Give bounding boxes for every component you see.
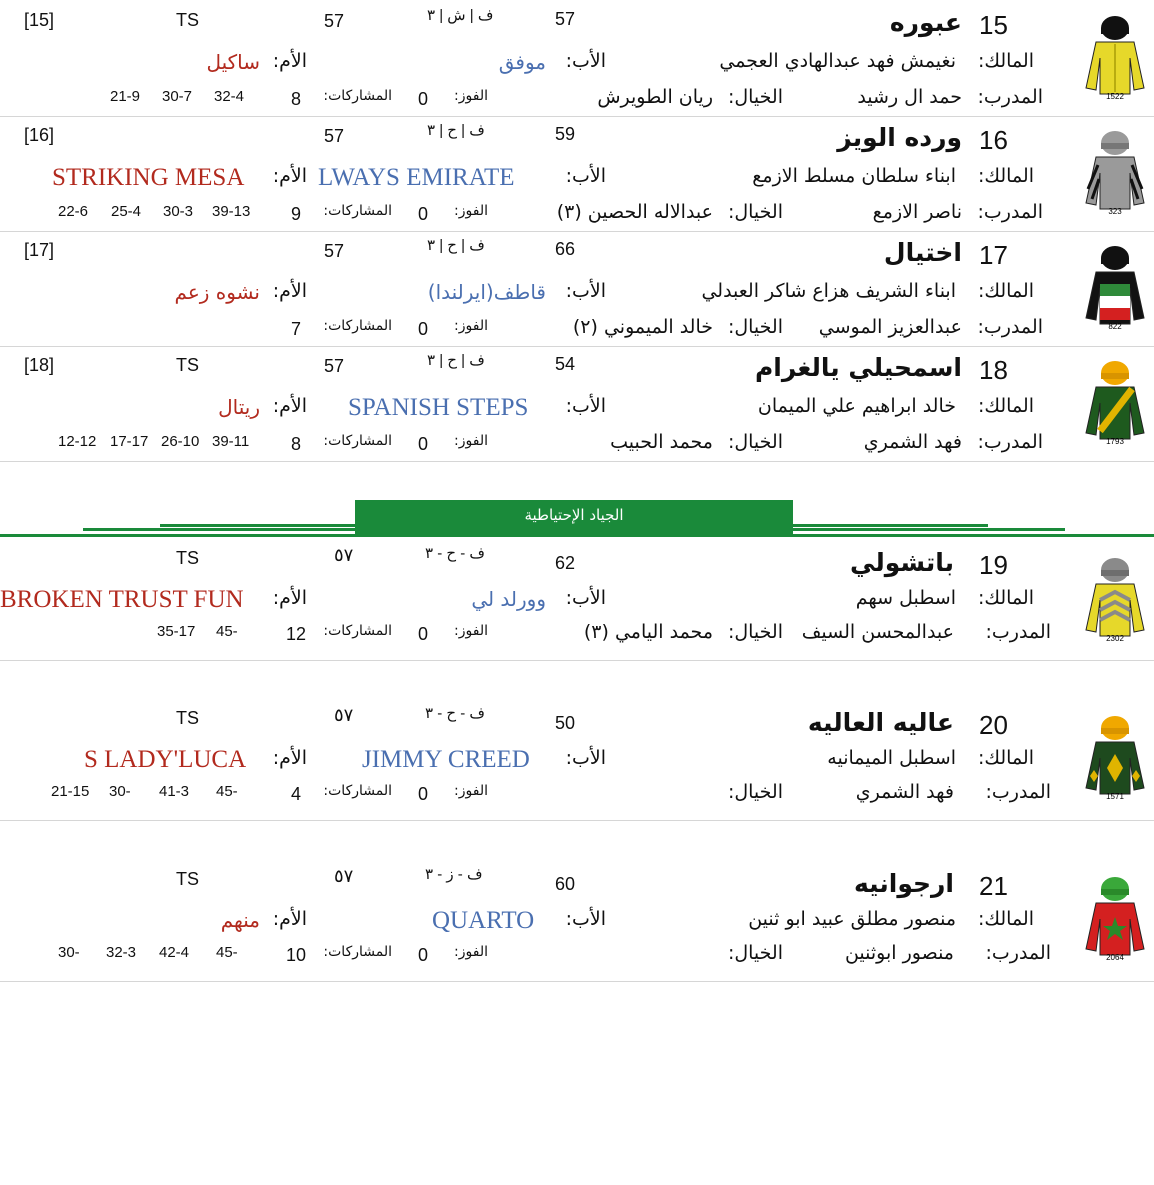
sire-name: موفق <box>498 50 546 74</box>
race-class: ف - ح - ٣ <box>425 545 485 562</box>
jockey-label: الخيال: <box>727 942 783 964</box>
wins-count: 0 <box>418 624 429 644</box>
jockey-silks-icon <box>1082 556 1148 642</box>
horse-name: اختيال <box>883 238 962 267</box>
weight: 57 <box>324 126 345 146</box>
row-divider <box>0 660 1154 661</box>
race-class: ف | ح | ٣ <box>427 352 485 369</box>
sire-label: الأب: <box>565 395 606 417</box>
weight: 57 <box>324 356 345 376</box>
form-item: 45- <box>216 783 238 800</box>
jockey-label: الخيال: <box>727 781 783 803</box>
starts-count: 12 <box>286 624 307 644</box>
ts-flag: TS <box>176 548 200 568</box>
dam-name: ساكيل <box>206 50 260 74</box>
form-item: 30-7 <box>162 88 193 105</box>
draw: [16] <box>24 125 55 145</box>
trainer-label: المدرب: <box>985 621 1051 643</box>
race-class: ف - ح - ٣ <box>425 705 485 722</box>
ts-flag: TS <box>176 708 200 728</box>
row-divider <box>0 981 1154 982</box>
jockey-label: الخيال: <box>727 316 783 338</box>
trainer-name: فهد الشمري <box>863 431 962 453</box>
sire-label: الأب: <box>565 747 606 769</box>
jockey-silks-icon <box>1082 244 1148 330</box>
rating: 66 <box>555 239 576 259</box>
row-divider <box>0 116 1154 117</box>
rating: 50 <box>555 713 576 733</box>
starts-count: 8 <box>291 434 302 454</box>
dam-name: STRIKING MESA <box>52 164 245 191</box>
race-class: ف | ش | ٣ <box>427 7 494 24</box>
owner-name: خالد ابراهيم علي الميمان <box>757 395 956 417</box>
form-item: 21-9 <box>110 88 141 105</box>
horse-name: اسمحيلي يالغرام <box>754 353 962 382</box>
svg-text:2302: 2302 <box>1106 634 1124 642</box>
sire-name: قاطف(ايرلندا) <box>427 280 546 304</box>
owner-name: نغيمش فهد عبدالهادي العجمي <box>719 50 956 72</box>
row-divider <box>0 461 1154 462</box>
form-item: 30- <box>109 783 131 800</box>
owner-label: المالك: <box>977 165 1034 187</box>
wins-label: الفوز: <box>454 623 488 639</box>
trainer-label: المدرب: <box>977 86 1043 108</box>
owner-name: ابناء الشريف هزاع شاكر العبدلي <box>701 280 956 302</box>
jockey-label: الخيال: <box>727 431 783 453</box>
sire-name: QUARTO <box>432 907 535 934</box>
dam-name: ريتال <box>218 395 260 419</box>
rating: 57 <box>555 9 576 29</box>
wins-count: 0 <box>418 434 429 454</box>
jockey-name: خالد الميموني (٢) <box>572 316 713 338</box>
dam-label: الأم: <box>272 280 307 302</box>
starts-count: 7 <box>291 319 302 339</box>
dam-label: الأم: <box>272 395 307 417</box>
form-item: 30- <box>58 944 80 961</box>
wins-label: الفوز: <box>454 203 488 219</box>
wins-label: الفوز: <box>454 88 488 104</box>
trainer-name: فهد الشمري <box>855 781 954 803</box>
jockey-name: محمد اليامي (٣) <box>583 621 713 643</box>
form-item: 35-17 <box>157 623 196 640</box>
weight: ٥٧ <box>334 866 354 886</box>
wins-label: الفوز: <box>454 783 488 799</box>
starts-label: المشاركات: <box>323 623 392 639</box>
ts-flag: TS <box>176 869 200 889</box>
horse-number: 15 <box>979 10 1008 40</box>
starts-count: 10 <box>286 945 307 965</box>
starts-label: المشاركات: <box>323 433 392 449</box>
form-item: 32-3 <box>106 944 137 961</box>
horse-number: 21 <box>979 871 1008 901</box>
jockey-name: عبدالاله الحصين (٣) <box>556 201 713 223</box>
horse-number: 16 <box>979 125 1008 155</box>
jockey-silks-icon <box>1082 14 1148 100</box>
dam-name: نشوه زعم <box>174 280 260 304</box>
form-item: 32-4 <box>214 88 245 105</box>
sire-label: الأب: <box>565 908 606 930</box>
weight: ٥٧ <box>334 705 354 725</box>
svg-text:822: 822 <box>1108 322 1122 330</box>
starts-count: 8 <box>291 89 302 109</box>
form-item: 26-10 <box>161 433 200 450</box>
ts-flag: TS <box>176 355 200 375</box>
wins-count: 0 <box>418 784 429 804</box>
race-class: ف - ز - ٣ <box>425 866 483 883</box>
jockey-label: الخيال: <box>727 86 783 108</box>
owner-label: المالك: <box>977 587 1034 609</box>
form-item: 30-3 <box>163 203 194 220</box>
trainer-name: منصور ابوثنين <box>844 942 954 964</box>
dam-name: BROKEN TRUST FUN <box>0 586 244 613</box>
form-item: 22-6 <box>58 203 89 220</box>
sire-name: JIMMY CREED <box>362 746 530 773</box>
jockey-label: الخيال: <box>727 201 783 223</box>
trainer-name: حمد ال رشيد <box>857 86 962 108</box>
horse-name: ورده الويز <box>837 123 962 152</box>
owner-label: المالك: <box>977 50 1034 72</box>
draw: [18] <box>24 355 55 375</box>
starts-label: المشاركات: <box>323 203 392 219</box>
svg-text:2064: 2064 <box>1106 953 1124 961</box>
ts-flag: TS <box>176 10 200 30</box>
form-item: 41-3 <box>159 783 190 800</box>
trainer-label: المدرب: <box>977 316 1043 338</box>
owner-label: المالك: <box>977 280 1034 302</box>
trainer-label: المدرب: <box>977 431 1043 453</box>
jockey-name: ريان الطويرش <box>597 86 713 108</box>
wins-count: 0 <box>418 89 429 109</box>
dam-label: الأم: <box>272 50 307 72</box>
jockey-silks-icon <box>1082 129 1148 215</box>
form-item: 45- <box>216 623 238 640</box>
dam-label: الأم: <box>272 165 307 187</box>
sire-label: الأب: <box>565 280 606 302</box>
sire-label: الأب: <box>565 587 606 609</box>
starts-count: 9 <box>291 204 302 224</box>
owner-name: منصور مطلق عبيد ابو ثنين <box>748 908 956 930</box>
horse-number: 17 <box>979 240 1008 270</box>
svg-text:1571: 1571 <box>1106 792 1124 800</box>
jockey-silks-icon <box>1082 359 1148 445</box>
jockey-label: الخيال: <box>727 621 783 643</box>
svg-text:1793: 1793 <box>1106 437 1124 445</box>
starts-label: المشاركات: <box>323 944 392 960</box>
rating: 60 <box>555 874 576 894</box>
dam-name: منهم <box>220 908 260 932</box>
sire-label: الأب: <box>565 165 606 187</box>
jockey-silks-icon <box>1082 714 1148 800</box>
trainer-label: المدرب: <box>985 781 1051 803</box>
sire-label: الأب: <box>565 50 606 72</box>
jockey-name: محمد الحبيب <box>610 431 713 453</box>
sire-name: SPANISH STEPS <box>348 394 529 421</box>
rating: 54 <box>555 354 576 374</box>
form-item: 39-13 <box>212 203 251 220</box>
horse-name: عاليه العاليه <box>807 708 954 737</box>
trainer-name: عبدالعزيز الموسي <box>818 316 962 338</box>
owner-label: المالك: <box>977 747 1034 769</box>
row-divider <box>0 820 1154 821</box>
owner-name: اسطبل سهم <box>855 587 956 609</box>
trainer-label: المدرب: <box>985 942 1051 964</box>
dam-label: الأم: <box>272 908 307 930</box>
form-item: 39-11 <box>212 433 250 450</box>
race-class: ف | ح | ٣ <box>427 237 485 254</box>
form-item: 45- <box>216 944 238 961</box>
draw: [17] <box>24 240 55 260</box>
starts-label: المشاركات: <box>323 318 392 334</box>
horse-number: 19 <box>979 550 1008 580</box>
jockey-silks-icon <box>1082 875 1148 961</box>
draw: [15] <box>24 10 55 30</box>
weight: ٥٧ <box>334 545 354 565</box>
horse-name: ارجوانيه <box>854 869 954 898</box>
dam-label: الأم: <box>272 747 307 769</box>
wins-label: الفوز: <box>454 433 488 449</box>
dam-label: الأم: <box>272 587 307 609</box>
row-divider <box>0 346 1154 347</box>
svg-text:323: 323 <box>1108 207 1122 215</box>
wins-count: 0 <box>418 945 429 965</box>
starts-label: المشاركات: <box>323 88 392 104</box>
weight: 57 <box>324 11 345 31</box>
owner-label: المالك: <box>977 908 1034 930</box>
owner-name: ابناء سلطان مسلط الازمع <box>752 165 956 187</box>
row-divider <box>0 231 1154 232</box>
horse-number: 18 <box>979 355 1008 385</box>
weight: 57 <box>324 241 345 261</box>
svg-text:1522: 1522 <box>1106 92 1124 100</box>
rating: 59 <box>555 124 576 144</box>
wins-label: الفوز: <box>454 318 488 334</box>
owner-name: اسطبل الميمانيه <box>827 747 956 769</box>
trainer-name: عبدالمحسن السيف <box>801 621 954 643</box>
reserve-horses-heading: الجياد الإحتياطية <box>355 500 793 535</box>
owner-label: المالك: <box>977 395 1034 417</box>
race-class: ف | ح | ٣ <box>427 122 485 139</box>
form-item: 42-4 <box>159 944 190 961</box>
form-item: 12-12 <box>58 433 97 450</box>
form-item: 17-17 <box>110 433 149 450</box>
starts-label: المشاركات: <box>323 783 392 799</box>
trainer-name: ناصر الازمع <box>872 201 962 223</box>
wins-count: 0 <box>418 319 429 339</box>
sire-name: وورلد لي <box>471 587 546 611</box>
sire-name: LWAYS EMIRATE <box>318 164 515 191</box>
horse-number: 20 <box>979 710 1008 740</box>
wins-count: 0 <box>418 204 429 224</box>
horse-name: عبوره <box>889 8 962 37</box>
dam-name: S LADY'LUCA <box>84 746 247 773</box>
rating: 62 <box>555 553 576 573</box>
starts-count: 4 <box>291 784 302 804</box>
trainer-label: المدرب: <box>977 201 1043 223</box>
wins-label: الفوز: <box>454 944 488 960</box>
horse-name: باتشولي <box>850 548 954 577</box>
form-item: 25-4 <box>111 203 142 220</box>
form-item: 21-15 <box>51 783 90 800</box>
